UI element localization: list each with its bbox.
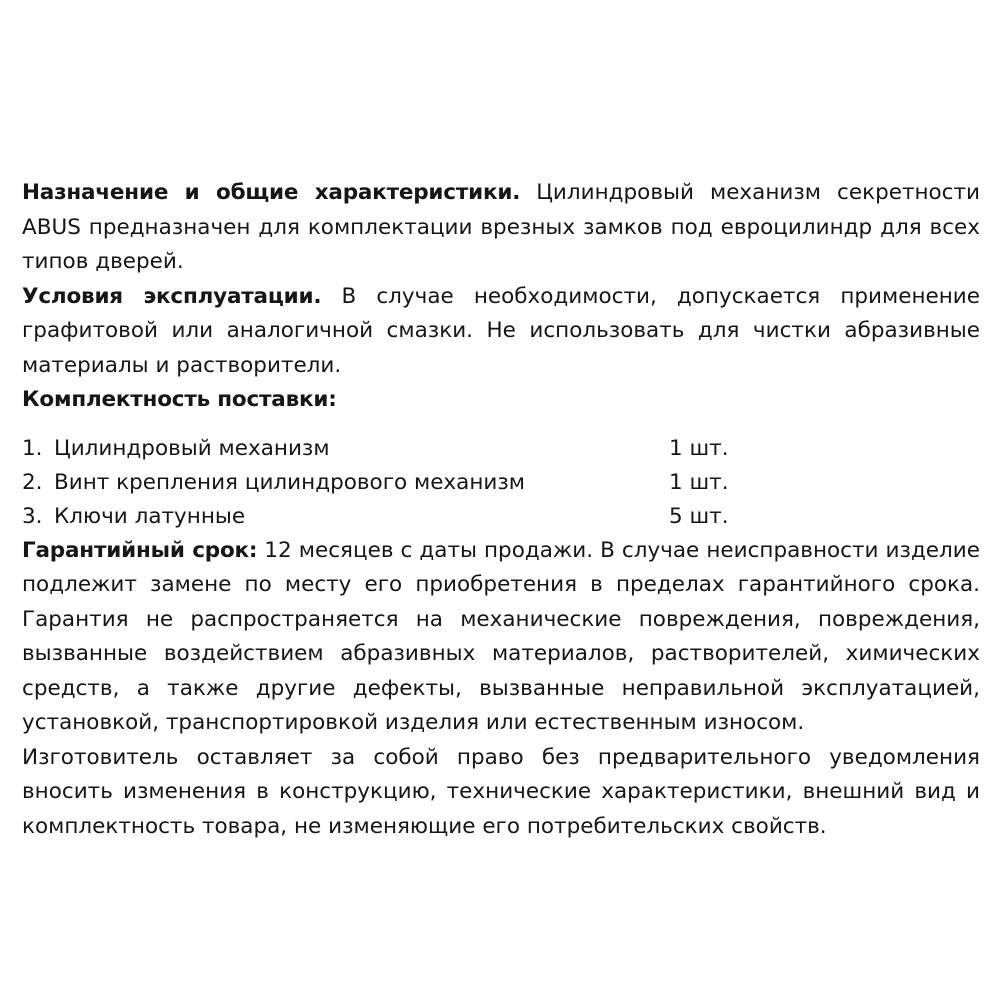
kit-list-item (22, 500, 980, 534)
manufacturer-note: Изготовитель оставляет за собой право без предварительного уведомления вносить изменения в конструкцию, технические характеристики, внешний вид и комплектность товара, не изменяющие его потребительских свойств. (22, 744, 980, 839)
kit-item-name: Винт крепления цилиндрового механизм (54, 469, 526, 495)
operation-heading: Условия эксплуатации. (22, 283, 322, 309)
kit-item-quantity: 1 шт. (669, 469, 729, 495)
kit-item-number: 2. (22, 469, 43, 495)
warranty-heading: Гарантийный срок: (22, 537, 258, 563)
kit-list-item (22, 466, 980, 500)
kit-item-number: 3. (22, 503, 43, 529)
kit-item-name: Цилиндровый механизм (54, 435, 330, 461)
kit-item-quantity: 5 шт. (669, 503, 729, 529)
kit-list (22, 432, 980, 534)
purpose-heading: Назначение и общие характеристики. (22, 180, 521, 205)
purpose-paragraph (22, 176, 980, 280)
operation-text: В случае необходимости, допускается применение графитовой или аналогичной смазки. Не использовать для чистки абразивные материалы и растворители. (22, 283, 981, 378)
purpose-text: Цилиндровый механизм секретности ABUS предназначен для комплектации врезных замков под евроцилиндр для всех типов дверей. (22, 180, 980, 274)
kit-heading: Комплектность поставки: (22, 387, 337, 412)
kit-item-name: Ключи латунные (54, 503, 246, 529)
operation-paragraph (22, 280, 980, 384)
warranty-text: 12 месяцев с даты продажи. В случае неисправности изделие подлежит замене по месту его приобретения в пределах гарантийного срока. Гарантия не распространяется на механические повреждения, повреждения, вызванные воздействием абразивных материалов, растворителей, химических средств, а также другие дефекты, вызванные неправильной эксплуатацией, установкой, транспортировкой изделия или естественным износом. (22, 537, 980, 735)
warranty-paragraph (22, 534, 980, 741)
kit-item-number: 1. (22, 435, 43, 461)
kit-item-quantity: 1 шт. (669, 435, 729, 461)
instruction-document (22, 176, 980, 844)
kit-list-item (22, 432, 980, 466)
